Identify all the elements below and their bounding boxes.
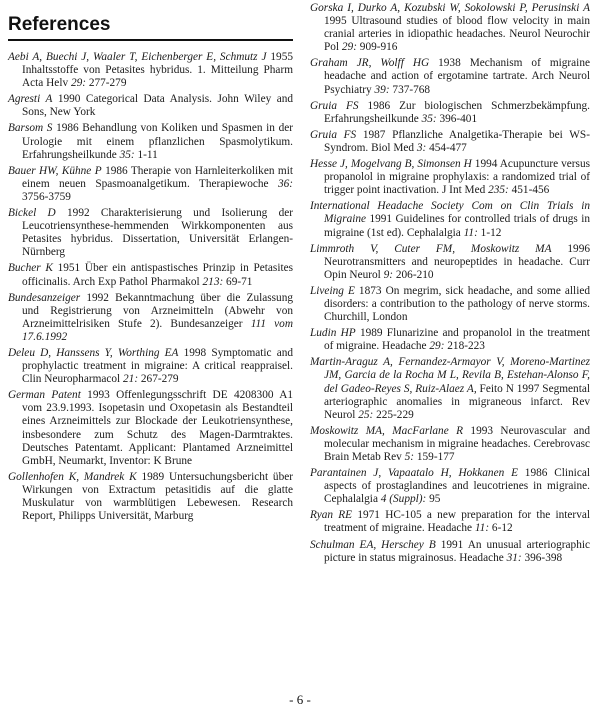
reference-authors: Gruia FS: [310, 128, 357, 141]
reference-text: 1986 Therapie von Harnleiterkoliken mit einem neuen Spasmoanalgetikum. Therapiewoche: [22, 164, 293, 190]
reference-volume: 36:: [277, 177, 293, 190]
reference-authors: German Patent: [8, 389, 81, 402]
reference-text: 1993 Offenlegungsschrift DE 4208300 A1 vom 23.9.1993. Isopetasin und Oxopetasin als Bestandteil eines Arzneimittels zur Blockade der Leukotriensynthese, insbesondere zum Schutz des Magen-Darmtraktes. Deutsches Patentamt. Applicant: Plantamed Arzneimittel GmbH, Neumarkt, Inventor: K Brune: [22, 389, 293, 467]
reference-entry: [310, 539, 590, 565]
reference-volume: 11:: [474, 522, 490, 535]
reference-entry: [310, 243, 590, 282]
reference-entry: [8, 122, 293, 161]
reference-text: 1994 Acupuncture versus propanolol in migraine prophylaxis: a randomized trial of trigger point inactivation. J Int Med: [324, 158, 590, 197]
reference-authors: Bucher K: [8, 262, 53, 275]
reference-volume: 29:: [70, 77, 86, 90]
reference-volume: 11:: [463, 226, 478, 239]
reference-pages: 267-279: [138, 373, 179, 386]
reference-volume: 5:: [404, 451, 415, 463]
reference-authors: Schulman EA, Herschey B: [310, 538, 436, 551]
reference-volume: 213:: [202, 275, 224, 288]
reference-text: 1990 Categorical Data Analysis. John Wiley and Sons, New York: [22, 93, 294, 119]
reference-entry: [310, 509, 590, 535]
reference-volume: 35:: [421, 112, 437, 125]
references-heading: References: [8, 14, 111, 35]
reference-volume: 9:: [383, 268, 394, 281]
reference-entry: [8, 292, 293, 344]
reference-volume: 111 vom 17.6.1992: [22, 317, 293, 343]
reference-authors: Gollenhofen K, Mandrek K: [8, 470, 137, 483]
reference-authors: Martin-Araguz A, Fernandez-Armayor V, Moreno-Martinez JM, Garcia de la Rocha M L, Revila B, Estehan-Alonso F, del Gadeo-Reyes S, Ruiz-Alaez A,: [310, 356, 590, 395]
reference-authors: Moskowitz MA, MacFarlane R: [310, 424, 464, 437]
reference-entry: [310, 2, 590, 54]
reference-text: 1992 Charakterisierung und Isolierung der Leucotriensynthese-hemmenden Wirkkomponenten aus Petasites hybridus. Dissertation, Universität Erlangen-Nürnberg: [22, 207, 293, 259]
reference-pages: 277-279: [86, 77, 127, 90]
page-number: - 6 -: [289, 692, 311, 707]
reference-authors: Bickel D: [8, 207, 56, 220]
reference-entry: [310, 200, 590, 239]
reference-entry: [310, 158, 590, 197]
reference-entry: [310, 57, 590, 96]
reference-text: 1991 Guidelines for controlled trials of drugs in migraine (1st ed). Cephalalgia: [324, 213, 590, 239]
reference-entry: [310, 129, 590, 155]
reference-authors: Graham JR, Wolff HG: [310, 57, 430, 70]
reference-pages: 218-223: [444, 340, 485, 353]
reference-pages: 454-477: [426, 141, 467, 154]
reference-pages: 69-71: [223, 275, 253, 288]
reference-volume: 3:: [416, 141, 427, 154]
right-column: [310, 2, 590, 568]
reference-pages: 396-401: [436, 112, 478, 125]
reference-text: 1986 Behandlung von Koliken und Spasmen in der Urologie mit einem pflanzlichen Spasmolytikum. Erfahrungsheilkunde: [22, 122, 293, 161]
reference-entry: [310, 356, 590, 421]
reference-text: 1995 Ultrasound studies of blood flow velocity in main cranial arteries in idiopathic headaches. Neurol Neurochir Pol: [324, 15, 590, 54]
reference-authors: Bundesanzeiger: [8, 291, 81, 304]
reference-entry: [8, 51, 293, 90]
reference-text: 1986 Zur biologischen Schmerzbekämpfung. Erfahrungsheilkunde: [324, 99, 590, 125]
reference-authors: Deleu D, Hanssens Y, Worthing EA: [8, 346, 179, 359]
reference-volume: 25:: [358, 408, 374, 421]
reference-text: 1873 On megrim, sick headache, and some allied disorders: a contribution to the pathology of nerve storms. Churchill, London: [324, 284, 590, 324]
reference-text: 1989 Untersuchungsbericht über Wirkungen von Extractum petasitidis auf die glatte Muskulatur von warmblütigen Lebewesen. Research Report, Philipps Universität, Marburg: [22, 470, 294, 523]
reference-text: 1987 Pflanzliche Analgetika-Therapie bei WS-Syndrom. Biol Med: [324, 128, 590, 154]
reference-authors: Bauer HW, Kühne P: [8, 164, 102, 177]
reference-volume: 4 (Suppl):: [380, 493, 427, 506]
reference-entry: [8, 262, 293, 288]
reference-text: 1951 Über ein antispastisches Prinzip in Petasites officinalis. Arch Exp Pathol Pharmakol: [22, 262, 294, 288]
reference-text: 1996 Neurotransmitters and neuropeptides in headache. Curr Opin Neurol: [324, 242, 591, 281]
reference-pages: 225-229: [373, 408, 414, 421]
reference-entry: [310, 100, 590, 126]
reference-text: 1938 Mechanism of migraine headache and action of ergotamine tartrate. Arch Neurol Psychiatry: [324, 57, 590, 96]
reference-pages: 737-768: [389, 83, 431, 96]
reference-entry: [310, 425, 590, 464]
reference-authors: Parantainen J, Vapaatalo H, Hokkanen E: [310, 467, 518, 480]
reference-pages: 3756-3759: [22, 190, 71, 203]
reference-text: 1971 HC-105 a new preparation for the interval treatment of migraine. Headache: [324, 509, 590, 535]
reference-pages: 1-12: [477, 226, 502, 239]
reference-volume: 235:: [488, 184, 509, 197]
reference-text: 1992 Bekanntmachung über die Zulassung und Registrierung von Arzneimitteln (Abwehr von Arzneimittelrisiken Stufe 2). Bundesanzeiger: [22, 291, 293, 330]
reference-authors: Barsom S: [8, 122, 53, 135]
reference-authors: Limmroth V, Cuter FM, Moskowitz MA: [310, 242, 552, 255]
reference-authors: Gorska I, Durko A, Kozubski W, Sokolowski P, Perusinski A: [310, 2, 590, 14]
reference-volume: 39:: [374, 83, 390, 96]
reference-pages: 396-398: [521, 551, 563, 564]
reference-text: 1998 Symptomatic and prophylactic treatment in migraine: A critical reappraisel. Clin Neuropharmacol: [22, 346, 294, 386]
reference-volume: 21:: [123, 373, 139, 386]
reference-authors: Ludin HP: [310, 327, 356, 340]
reference-authors: Liveing E: [310, 284, 355, 297]
reference-pages: 159-177: [414, 451, 455, 463]
reference-text: 1986 Clinical aspects of prostaglandines and leucotrienes in migraine. Cephalalgia: [324, 467, 590, 506]
heading-underline: [8, 39, 293, 41]
reference-pages: 1-11: [134, 148, 158, 161]
reference-volume: 35:: [119, 148, 135, 161]
reference-authors: Ryan RE: [310, 509, 353, 522]
reference-volume: 29:: [429, 340, 445, 353]
reference-volume: 29:: [341, 41, 357, 54]
reference-entry: [310, 327, 590, 353]
reference-pages: 206-210: [393, 268, 434, 281]
reference-pages: 6-12: [489, 522, 513, 535]
left-column: [8, 51, 293, 526]
reference-pages: 451-456: [508, 184, 550, 197]
reference-volume: 31:: [506, 551, 522, 564]
reference-entry: [8, 93, 293, 119]
reference-entry: [8, 165, 293, 204]
reference-pages: 909-916: [356, 41, 398, 54]
reference-pages: 95: [426, 493, 441, 506]
reference-entry: [8, 471, 293, 523]
reference-entry: [8, 389, 293, 468]
reference-text: 1989 Flunarizine and propanolol in the treatment of migraine. Headache: [324, 327, 591, 353]
reference-authors: Gruia FS: [310, 99, 359, 112]
reference-text: 1991 An unusual arteriographic picture in status migrainosus. Headache: [324, 538, 590, 564]
reference-entry: [8, 347, 293, 386]
reference-authors: Hesse J, Mogelvang B, Simonsen H: [310, 158, 472, 171]
reference-text: Feito N 1997 Segmental arteriographic anomalies in migraneous infarct. Rev Neurol: [324, 382, 590, 421]
reference-entry: [310, 285, 590, 324]
reference-text: 1955 Inhaltsstoffe von Petasites hybridus. 1. Mitteilung Pharm Acta Helv: [22, 51, 293, 90]
reference-entry: [310, 467, 590, 506]
reference-authors: International Headache Society Com on Clin Trials in Migraine: [310, 200, 590, 226]
reference-authors: Aebi A, Buechi J, Waaler T, Eichenberger E, Schmutz J: [8, 51, 267, 63]
reference-text: 1993 Neurovascular and molecular mechanism in migraine headaches. Cerebrovasc Brain Metab Rev: [324, 424, 590, 463]
reference-entry: [8, 207, 293, 259]
reference-authors: Agresti A: [8, 93, 53, 106]
